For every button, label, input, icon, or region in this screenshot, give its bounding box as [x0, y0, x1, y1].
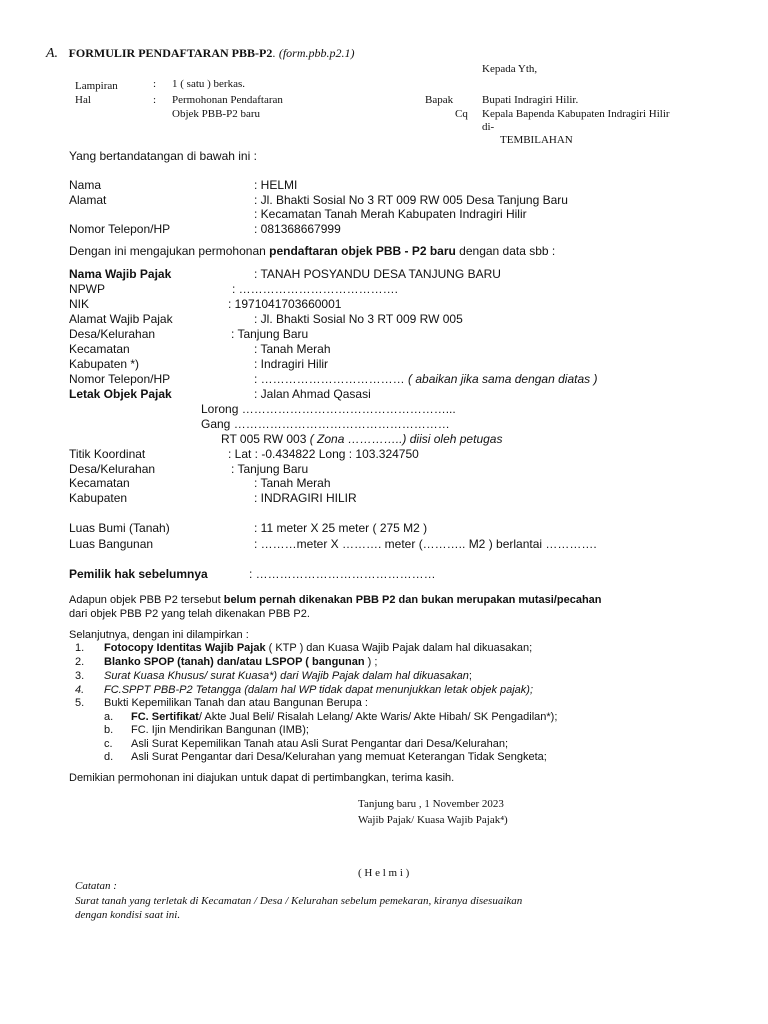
intro-text: Yang bertandatangan di bawah ini : — [69, 149, 257, 163]
sub-item-d: Asli Surat Pengantar dari Desa/Kelurahan yang memuat Keterangan Tidak Sengketa; — [131, 751, 547, 763]
luas-bangunan-value: : ………meter X ………. meter (……….. M2 ) berlantai …………. — [254, 537, 597, 551]
kecamatan2-value: : Tanah Merah — [254, 476, 331, 490]
attachment-item-2 — [104, 656, 377, 668]
form-header — [46, 46, 355, 62]
rt-rw-value: RT 005 RW 003 — [221, 432, 310, 446]
request-bold: pendaftaran objek PBB - P2 baru — [269, 244, 456, 258]
nama-label: Nama — [69, 178, 102, 192]
desa-value: : Tanjung Baru — [231, 327, 309, 341]
hal-colon: : — [153, 94, 157, 106]
sub-letter-c: c. — [104, 738, 113, 750]
attachment-item-3 — [104, 670, 472, 682]
desa-label: Desa/Kelurahan — [69, 327, 156, 341]
statement-bold: belum pernah dikenakan PBB P2 dan bukan merupakan mutasi/pecahan — [223, 594, 602, 606]
object-telp-line — [254, 372, 597, 386]
nik-label: NIK — [69, 297, 90, 311]
form-title-suffix: . — [272, 46, 276, 60]
attachment-3-end: ; — [468, 670, 472, 682]
catatan-line-1: Surat tanah yang terletak di Kecamatan / Desa / Kelurahan sebelum pemekaran, kiranya disesuaikan — [75, 895, 523, 907]
telp-label: Nomor Telepon/HP — [69, 222, 171, 236]
attachments-intro: Selanjutnya, dengan ini dilampirkan : — [69, 629, 249, 641]
attachment-item-1 — [104, 642, 532, 654]
npwp-value: : …………………………………. — [232, 282, 399, 296]
section-letter: A. — [46, 46, 59, 61]
catatan-label: Catatan : — [75, 880, 117, 892]
nama-wp-label: Nama Wajib Pajak — [69, 267, 172, 281]
lampiran-colon: : — [153, 78, 157, 90]
object-telp-value: : ……………………………… — [254, 372, 409, 386]
kecamatan-value: : Tanah Merah — [254, 342, 331, 356]
alamat-wp-value: : Jl. Bhakti Sosial No 3 RT 009 RW 005 — [254, 312, 463, 326]
closing-text: Demikian permohonan ini diajukan untuk dapat di pertimbangkan, terima kasih. — [69, 772, 455, 784]
statement-line-2: dari objek PBB P2 yang telah dikenakan PBB P2. — [69, 608, 310, 620]
request-post: dengan data sbb : — [455, 244, 556, 258]
desa2-label: Desa/Kelurahan — [69, 462, 156, 476]
lorong-line: Lorong ……………………………………………... — [201, 402, 456, 416]
sub-item-b: FC. Ijin Mendirikan Bangunan (IMB); — [131, 724, 309, 736]
statement-line-1 — [69, 594, 602, 606]
statement-pre: Adapun objek PBB P2 tersebut — [69, 594, 224, 606]
form-title: FORMULIR PENDAFTARAN PBB-P2 — [68, 46, 273, 60]
catatan-line-2: dengan kondisi saat ini. — [75, 909, 181, 921]
lampiran-value: 1 ( satu ) berkas. — [172, 78, 246, 90]
hal-label: Hal — [75, 94, 91, 106]
kepada-yth: Kepada Yth, — [482, 63, 538, 75]
attachment-2-bold: Blanko SPOP (tanah) dan/atau LSPOP ( bangunan — [104, 656, 368, 668]
attachment-number-4: 4. — [75, 684, 85, 696]
request-pre: Dengan ini mengajukan permohonan — [69, 244, 270, 258]
attachment-1-bold: Fotocopy Identitas Wajib Pajak — [104, 642, 266, 654]
di-label: di- — [482, 121, 495, 133]
nik-value: : 1971041703660001 — [228, 297, 342, 311]
place-date: Tanjung baru , 1 November 2023 — [358, 798, 504, 810]
alamat-label: Alamat — [69, 193, 107, 207]
object-telp-label: Nomor Telepon/HP — [69, 372, 171, 386]
rt-rw-line — [221, 432, 502, 446]
desa2-value: : Tanjung Baru — [231, 462, 309, 476]
telp-value: : 081368667999 — [254, 222, 341, 236]
attachment-number-1: 1. — [75, 642, 85, 654]
pemilik-value: : ……………………………………… — [249, 567, 436, 581]
gang-line: Gang ……………………………………………… — [201, 417, 450, 431]
alamat-value-2: : Kecamatan Tanah Merah Kabupaten Indragiri Hilir — [254, 207, 527, 221]
kabupaten2-value: : INDRAGIRI HILIR — [254, 491, 357, 505]
attachment-item-5: Bukti Kepemilikan Tanah dan atau Bangunan Berupa : — [104, 697, 368, 709]
luas-bumi-label: Luas Bumi (Tanah) — [69, 521, 170, 535]
kecamatan2-label: Kecamatan — [69, 476, 130, 490]
signer-name: ( H e l m i ) — [358, 867, 410, 879]
kabupaten-value: : Indragiri Hilir — [254, 357, 329, 371]
sub-letter-b: b. — [104, 724, 114, 736]
sub-a-bold: FC. Sertifikat — [131, 711, 199, 723]
letak-label: Letak Objek Pajak — [69, 387, 172, 401]
nama-wp-value: : TANAH POSYANDU DESA TANJUNG BARU — [254, 267, 501, 281]
attachment-number-2: 2. — [75, 656, 85, 668]
kecamatan-label: Kecamatan — [69, 342, 130, 356]
attachment-3-text: Surat Kuasa Khusus/ surat Kuasa*) dari Wajib Pajak dalam hal dikuasakan — [104, 670, 469, 682]
sub-letter-d: d. — [104, 751, 114, 763]
titik-value: : Lat : -0.434822 Long : 103.324750 — [228, 447, 419, 461]
kabupaten-label: Kabupaten *) — [69, 357, 140, 371]
addressee-1: Bupati Indragiri Hilir. — [482, 94, 579, 106]
titik-label: Titik Koordinat — [69, 447, 146, 461]
hal-line-2: Objek PBB-P2 baru — [172, 108, 260, 120]
pemilik-label: Pemilik hak sebelumnya — [69, 567, 208, 581]
attachment-number-3: 3. — [75, 670, 85, 682]
cq-label: Cq — [455, 108, 468, 120]
bapak-label: Bapak — [425, 94, 454, 106]
nama-value: : HELMI — [254, 178, 298, 192]
request-line — [69, 244, 555, 258]
lampiran-label: Lampiran — [75, 80, 118, 92]
kabupaten2-label: Kabupaten — [69, 491, 128, 505]
hal-line-1: Permohonan Pendaftaran — [172, 94, 283, 106]
letak-value: : Jalan Ahmad Qasasi — [254, 387, 371, 401]
alamat-value-1: : Jl. Bhakti Sosial No 3 RT 009 RW 005 Desa Tanjung Baru — [254, 193, 568, 207]
object-telp-note: ( abaikan jika sama dengan diatas ) — [408, 372, 598, 386]
attachment-number-5: 5. — [75, 697, 85, 709]
signer-role: Wajib Pajak/ Kuasa Wajib Pajak⁴) — [358, 814, 508, 826]
luas-bangunan-label: Luas Bangunan — [69, 537, 154, 551]
addressee-2: Kepala Bapenda Kabupaten Indragiri Hilir — [482, 108, 670, 120]
alamat-wp-label: Alamat Wajib Pajak — [69, 312, 173, 326]
luas-bumi-value: : 11 meter X 25 meter ( 275 M2 ) — [254, 521, 428, 535]
sub-item-a — [131, 711, 557, 723]
attachment-1-rest: ( KTP ) dan Kuasa Wajib Pajak dalam hal dikuasakan; — [265, 642, 533, 654]
attachment-item-4: FC.SPPT PBB-P2 Tetangga (dalam hal WP tidak dapat menunjukkan letak objek pajak); — [104, 684, 534, 696]
city-label: TEMBILAHAN — [500, 134, 573, 146]
npwp-label: NPWP — [69, 282, 105, 296]
sub-letter-a: a. — [104, 711, 114, 723]
form-code: (form.pbb.p2.1) — [278, 46, 355, 60]
sub-a-rest: / Akte Jual Beli/ Risalah Lelang/ Akte Waris/ Akte Hibah/ SK Pengadilan*); — [198, 711, 558, 723]
attachment-2-rest: ) ; — [367, 656, 378, 668]
sub-item-c: Asli Surat Kepemilikan Tanah atau Asli Surat Pengantar dari Desa/Kelurahan; — [131, 738, 509, 750]
zona-note: ( Zona …………..) diisi oleh petugas — [309, 432, 503, 446]
